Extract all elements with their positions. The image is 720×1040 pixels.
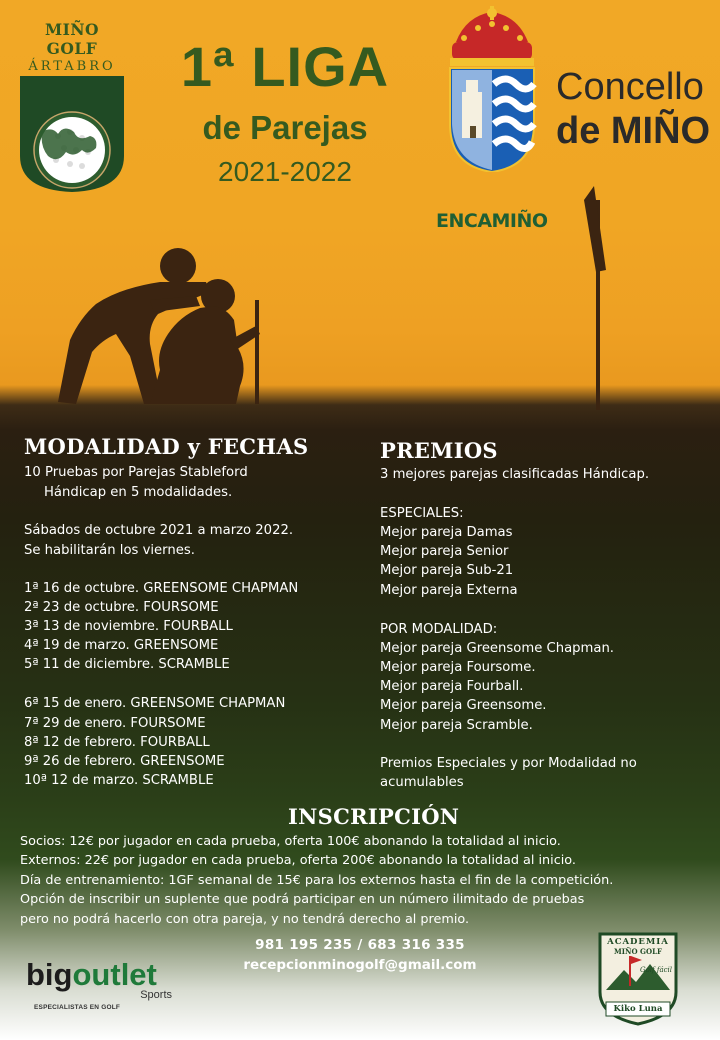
premios-intro: 3 mejores parejas clasificadas Hándicap.: [380, 467, 650, 482]
round-item: 8ª 12 de febrero. FOURBALL: [24, 735, 210, 750]
premio-item: Mejor pareja Fourball.: [380, 679, 524, 694]
modalidad-intro2: Hándicap en 5 modalidades.: [44, 485, 233, 500]
round-item: 1ª 16 de octubre. GREENSOME CHAPMAN: [24, 581, 299, 596]
premios-heading: PREMIOS: [380, 438, 498, 463]
premios-especiales-label: ESPECIALES:: [380, 506, 464, 521]
premio-item: Mejor pareja Foursome.: [380, 660, 536, 675]
contact-email: recepcionminogolf@gmail.com: [243, 957, 477, 973]
round-item: 10ª 12 de marzo. SCRAMBLE: [24, 773, 214, 788]
round-item: 4ª 19 de marzo. GREENSOME: [24, 638, 219, 653]
title-season: 2021-2022: [218, 156, 352, 187]
premio-item: Mejor pareja Externa: [380, 583, 518, 598]
premio-item: Mejor pareja Greensome.: [380, 698, 547, 713]
round-item: 7ª 29 de enero. FOURSOME: [24, 716, 206, 731]
round-item: 3ª 13 de noviembre. FOURBALL: [24, 619, 233, 634]
inscripcion-heading: INSCRIPCIÓN: [288, 804, 460, 829]
title-line1: 1ª LIGA: [180, 35, 390, 98]
bigoutlet-tag: ESPECIALISTAS EN GOLF: [34, 1004, 121, 1011]
premio-item: Mejor pareja Sub-21: [380, 563, 514, 578]
round-item: 9ª 26 de febrero. GREENSOME: [24, 754, 225, 769]
inscripcion-line: Día de entrenamiento: 1GF semanal de 15€ para los externos hasta el fin de la competición.: [20, 873, 614, 888]
title-line2: de Parejas: [202, 109, 368, 146]
inscripcion-line: pero no podrá hacerlo con otra pareja, y no tendrá derecho al premio.: [20, 912, 470, 927]
concello-line2: de MIÑO: [556, 110, 711, 152]
academia-badge: [596, 930, 680, 1026]
golfers-silhouette: [0, 0, 720, 420]
modalidad-intro1: 10 Pruebas por Parejas Stableford: [24, 465, 248, 480]
club-logo-sub: ÁRTABRO: [28, 59, 116, 74]
bigoutlet-logo: [26, 958, 186, 1018]
premio-item: Mejor pareja Greensome Chapman.: [380, 641, 614, 656]
concello-line1: Concello: [556, 66, 704, 108]
academia-sub: MIÑO GOLF: [614, 947, 662, 956]
premio-item: Mejor pareja Senior: [380, 544, 509, 559]
bigoutlet-sports: Sports: [140, 989, 172, 1001]
bigoutlet-outlet: outlet: [72, 957, 157, 992]
premio-item: Mejor pareja Damas: [380, 525, 513, 540]
academia-top: ACADEMIA: [607, 937, 669, 947]
academia-name: Kiko Luna: [613, 1004, 663, 1014]
premios-note1: Premios Especiales y por Modalidad no: [380, 756, 637, 771]
modalidad-dates1: Sábados de octubre 2021 a marzo 2022.: [24, 523, 294, 538]
round-item: 2ª 23 de octubre. FOURSOME: [24, 600, 219, 615]
premios-modalidad-label: POR MODALIDAD:: [380, 622, 498, 637]
modalidad-heading: MODALIDAD y FECHAS: [24, 434, 309, 459]
inscripcion-line: Opción de inscribir un suplente que podrá participar en un número ilimitado de pruebas: [20, 892, 585, 907]
club-logo-name: MIÑO GOLF: [44, 20, 100, 58]
academia-golf: Golf fácil: [640, 966, 673, 974]
inscripcion-line: Externos: 22€ por jugador en cada prueba, oferta 200€ abonando la totalidad al inicio.: [20, 853, 576, 868]
inscripcion-line: Socios: 12€ por jugador en cada prueba, oferta 100€ abonando la totalidad al inicio.: [20, 834, 561, 849]
bigoutlet-big: big: [26, 957, 73, 992]
premio-item: Mejor pareja Scramble.: [380, 718, 533, 733]
contact-phone: 981 195 235 / 683 316 335: [255, 937, 465, 953]
modalidad-dates2: Se habilitarán los viernes.: [24, 543, 195, 558]
round-item: 5ª 11 de diciembre. SCRAMBLE: [24, 657, 230, 672]
premios-note2: acumulables: [380, 775, 464, 790]
round-item: 6ª 15 de enero. GREENSOME CHAPMAN: [24, 696, 286, 711]
encamino-logo: ENCAMIÑO: [436, 210, 548, 232]
